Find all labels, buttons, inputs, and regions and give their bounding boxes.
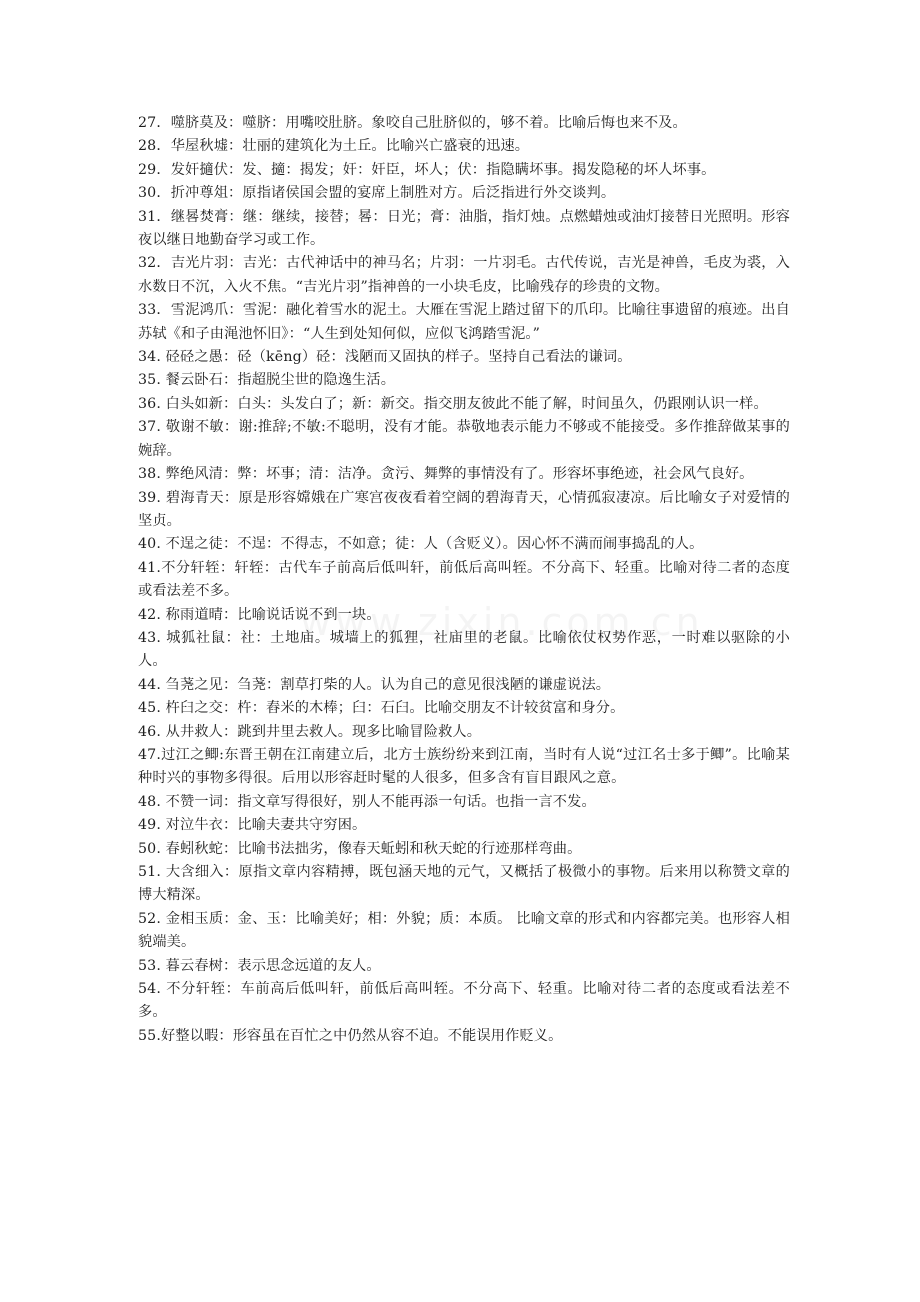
idiom-entry-28: 28．华屋秋墟：壮丽的建筑化为土丘。比喻兴亡盛衰的迅速。 — [138, 138, 530, 155]
idiom-entry-36: 36. 白头如新：白头：头发白了；新：新交。指交朋友彼此不能了解，时间虽久，仍跟刚认识一样。 — [138, 395, 768, 412]
idiom-entry-41: 41.不分轩轾：轩轾：古代车子前高后低叫轩，前低后高叫轾。不分高下、轻重。比喻对待二者的态度或看法差不多。 — [138, 559, 790, 600]
idiom-entry-44: 44. 刍荛之见：刍荛：割草打柴的人。认为自己的意见很浅陋的谦虚说法。 — [138, 676, 611, 693]
idiom-entry-27: 27．噬脐莫及：噬脐：用嘴咬肚脐。象咬自己肚脐似的，够不着。比喻后悔也来不及。 — [138, 115, 687, 131]
idiom-entry-32: 32．吉光片羽：吉光：古代神话中的神马名；片羽：一片羽毛。古代传说，吉光是神兽，毛皮为裘，入水数日不沉，入火不焦。“吉光片羽”指神兽的一小块毛皮，比喻残存的珍贵的文物。 — [138, 255, 790, 295]
idiom-entry-54: 54. 不分轩轾：车前高后低叫轩，前低后高叫轾。不分高下、轻重。比喻对待二者的态度或看法差不多。 — [138, 981, 790, 1021]
idiom-entry-46: 46. 从井救人：跳到井里去救人。现多比喻冒险救人。 — [138, 723, 482, 740]
idiom-entry-34: 34. 硁硁之愚：硁（kēng）硁：浅陋而又固执的样子。坚持自己看法的谦词。 — [138, 349, 632, 366]
idiom-entry-52: 52. 金相玉质：金、玉：比喻美好；相：外貌；质：本质。 比喻文章的形式和内容都完美。也形容人相貌端美。 — [138, 910, 790, 951]
idiom-entry-53: 53. 暮云春树：表示思念远道的友人。 — [138, 957, 381, 974]
idiom-entry-55: 55.好整以暇：形容虽在百忙之中仍然从容不迫。不能误用作贬义。 — [138, 1027, 563, 1044]
idiom-entry-40: 40. 不逞之徒：不逞：不得志，不如意；徒：人（含贬义）。因心怀不满而闹事捣乱的人。 — [138, 536, 704, 553]
idiom-entry-37: 37. 敬谢不敏：谢:推辞;不敏:不聪明，没有才能。恭敬地表示能力不够或不能接受。多作推辞做某事的婉辞。 — [138, 419, 790, 459]
idiom-entry-51: 51. 大含细入：原指文章内容精搏，既包涵天地的元气，又概括了极微小的事物。后来用以称赞文章的博大精深。 — [138, 864, 790, 904]
idiom-entry-29: 29．发奸擿伏：发、擿：揭发；奸：奸臣，坏人；伏：指隐瞒坏事。揭发隐秘的坏人坏事。 — [138, 161, 716, 178]
idiom-list — [138, 112, 790, 1048]
idiom-entry-48: 48. 不赞一词：指文章写得很好，别人不能再添一句话。也指一言不发。 — [138, 793, 596, 810]
idiom-entry-47: 47.过江之鲫:东晋王朝在江南建立后，北方士族纷纷来到江南，当时有人说“过江名士多于鲫”。比喻某种时兴的事物多得很。后用以形容赶时髦的人很多，但多含有盲目跟风之意。 — [138, 746, 790, 787]
idiom-entry-30: 30．折冲尊俎：原指诸侯国会盟的宴席上制胜对方。后泛指进行外交谈判。 — [138, 185, 616, 202]
idiom-entry-33: 33．雪泥鸿爪：雪泥：融化着雪水的泥土。大雁在雪泥上踏过留下的爪印。比喻往事遗留的痕迹。出自苏轼《和子由渑池怀旧》：“人生到处知何似，应似飞鸿踏雪泥。” — [138, 302, 790, 342]
idiom-entry-35: 35. 餐云卧石：指超脱尘世的隐逸生活。 — [138, 372, 396, 389]
idiom-entry-38: 38. 弊绝风清：弊：坏事；清：洁净。贪污、舞弊的事情没有了。形容坏事绝迹，社会风气良好。 — [138, 466, 754, 483]
idiom-entry-31: 31．继晷焚膏：继：继续，接替；晷：日光；膏：油脂，指灯烛。点燃蜡烛或油灯接替日光照明。形容夜以继日地勤奋学习或工作。 — [138, 208, 790, 249]
idiom-entry-42: 42. 称雨道晴：比喻说话说不到一块。 — [138, 606, 381, 623]
idiom-entry-49: 49. 对泣牛衣：比喻夫妻共守穷困。 — [138, 817, 367, 834]
idiom-entry-50: 50. 春蚓秋蛇：比喻书法拙劣，像春天蚯蚓和秋天蛇的行迹那样弯曲。 — [138, 840, 582, 857]
idiom-entry-45: 45. 杵臼之交：杵：舂米的木棒；臼：石臼。比喻交朋友不计较贫富和身分。 — [138, 700, 625, 717]
idiom-entry-39: 39. 碧海青天：原是形容嫦娥在广寒宫夜夜看着空阔的碧海青天，心情孤寂凄凉。后比喻女子对爱情的坚贞。 — [138, 489, 790, 529]
idiom-entry-43: 43. 城狐社鼠：社：土地庙。城墙上的狐狸，社庙里的老鼠。比喻依仗权势作恶，一时难以驱除的小人。 — [138, 629, 790, 670]
